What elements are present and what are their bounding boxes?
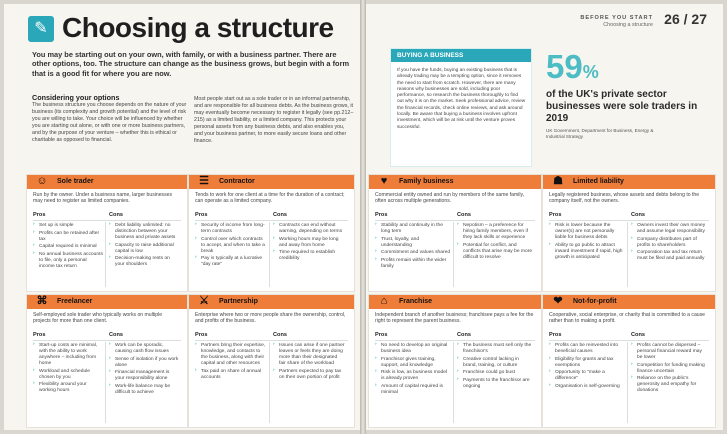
pros-item: › No need to develop an original business idea: [375, 343, 451, 355]
card-not-for-profit: [542, 294, 716, 428]
card-description: Commercial entity owned and run by members of the same family, often across multiple generations.: [375, 192, 525, 205]
buying-business-box: [390, 48, 532, 167]
card-description: Run by the owner. Under a business name, larger businesses may need to register as limited companies.: [33, 192, 173, 205]
card-description: Enterprise where two or more people share the ownership, control, and profits of the business.: [195, 312, 346, 325]
card-title: Sole trader: [57, 178, 94, 185]
pros-heading: Pros: [549, 332, 562, 338]
pros-heading: Pros: [195, 212, 208, 218]
divider: [549, 220, 709, 221]
divider: [549, 340, 709, 341]
stat-number: 59: [546, 48, 583, 85]
cons-heading: Cons: [631, 332, 645, 338]
card-description: Cooperative, social enterprise, or charity that is committed to a cause rather than to making a profit.: [549, 312, 705, 325]
card-header: [27, 295, 187, 309]
card-title: Not-for-profit: [573, 298, 617, 305]
cons-item: › Company distributes part of profits to shareholders: [631, 237, 707, 249]
section-subtitle: Considering your options: [32, 93, 120, 102]
cons-item: › Owners invest their own money and assume legal responsibility: [631, 223, 707, 235]
pros-item: › Flexibility around your working hours: [33, 382, 103, 394]
cons-heading: Cons: [631, 212, 645, 218]
cons-item: › Nepotism – a preference for hiring family members, even if they lack skills or experience: [457, 223, 533, 241]
cons-item: › Corporation tax and tax return must be filed and paid annually: [631, 250, 707, 262]
cons-list: [457, 343, 533, 391]
pros-item: › Trust, loyalty, and understanding: [375, 237, 451, 249]
pros-item: › No annual business accounts to file, only a personal income tax return: [33, 252, 103, 270]
card-franchise: [368, 294, 542, 428]
pros-item: › Start-up costs are minimal, with the ability to work anywhere – including from home: [33, 343, 103, 367]
pros-item: › Commitment and values shared: [375, 250, 451, 256]
card-description: Independent branch of another business; franchisee pays a fee for the right to represent the parent business.: [375, 312, 534, 325]
card-header: [369, 295, 541, 309]
page-title: Choosing a structure: [62, 12, 334, 43]
card-limited-liability: [542, 174, 716, 292]
cons-list: [631, 343, 707, 396]
page-number-right: 27: [691, 11, 707, 27]
card-description: Tends to work for one client at a time for the duration of a contract; can operate as a limited company.: [195, 192, 345, 205]
card-description: Legally registered business, whose assets and debts belong to the company itself, not the owners.: [549, 192, 700, 205]
cons-heading: Cons: [457, 332, 471, 338]
divider: [627, 342, 628, 423]
card-sole-trader: [26, 174, 188, 292]
card-description: Self-employed sole trader who typically works on multiple projects for more than one client.: [33, 312, 163, 325]
card-contractor: [188, 174, 355, 292]
card-header: [189, 295, 354, 309]
card-title: Limited liability: [573, 178, 624, 185]
cons-heading: Cons: [457, 212, 471, 218]
stat-text: of the UK's private sector businesses were sole traders in 2019: [546, 89, 698, 124]
pros-list: [375, 343, 451, 397]
card-family-business: [368, 174, 542, 292]
pros-list: [33, 223, 103, 271]
cons-item: › Profits cannot be dispersed – personal financial reward may be lower: [631, 343, 707, 361]
document-icon: ☰: [199, 175, 209, 187]
cons-heading: Cons: [109, 212, 123, 218]
card-title: Family business: [399, 178, 454, 185]
pros-item: › Security of income from long-term contracts: [195, 223, 267, 235]
cons-item: › Partners expected to pay tax on their own portion of profit: [273, 369, 345, 381]
divider: [375, 340, 535, 341]
cons-item: › Potential for conflict, and conflicts that arise may be more difficult to resolve: [457, 243, 533, 261]
pros-list: [195, 223, 267, 270]
cons-item: › Financial management is your responsibility alone: [109, 370, 179, 382]
pros-item: › Stability and continuity in the long term: [375, 223, 451, 235]
divider: [375, 220, 535, 221]
shield-icon: ☗: [553, 175, 563, 187]
divider: [33, 340, 181, 341]
card-freelancer: [26, 294, 188, 428]
pros-heading: Pros: [195, 332, 208, 338]
stat-unit: %: [582, 62, 599, 82]
pros-item: › Partners bring their expertise, knowledge, and contacts to the business, along with their capital and other resources: [195, 343, 267, 367]
buying-business-text: If you have the funds, buying an existing business that is already trading may be a tempting option, since it removes the need to start from scratch. However, there are many reasons why businesses are sold, including poor performance, so research the business thoroughly to find out why it is on the market. Seek professional advice, review the financial records, check online reviews, and ask around locally. Be aware that buying a business involves upfront investment, which will be at risk until the venture proves successful.: [397, 68, 526, 130]
pros-item: › Risk is lower because the owner(s) are not personally liable for business debts: [549, 223, 625, 241]
body-column-2: Most people start out as a sole trader or in an informal partnership, and are responsible for all business debts. As the business grows, it may eventually become necessary to register it legally (see pp.212–215) as a limited liability, or a limited company. This protects your personal assets from any business debts, and also enables you, and your business partner, to more easily secure loans and other finance.: [194, 96, 354, 144]
handshake-icon: ⚔: [199, 295, 209, 307]
pros-list: [549, 223, 625, 262]
pros-heading: Pros: [549, 212, 562, 218]
pros-item: › Amount of capital required is minimal: [375, 384, 451, 396]
running-subtitle: Choosing a structure: [603, 22, 653, 28]
pros-list: [549, 343, 625, 391]
pros-item: › Workload and schedule chosen by you: [33, 369, 103, 381]
pros-item: › Pay is typically at a lucrative "day rate": [195, 256, 267, 268]
pros-item: › Ability to go public to attract inward investment if rapid, high growth is anticipated: [549, 243, 625, 261]
pros-heading: Pros: [33, 332, 46, 338]
divider: [627, 222, 628, 287]
card-partnership: [188, 294, 355, 428]
running-title: BEFORE YOU START: [580, 15, 653, 21]
cons-heading: Cons: [273, 212, 287, 218]
cons-item: › Debt liability unlimited: no distinction between your business and private assets: [109, 223, 179, 241]
card-header: [369, 175, 541, 189]
card-header: [543, 295, 715, 309]
cons-item: › Time required to establish credibility: [273, 250, 345, 262]
intro-text: You may be starting out on your own, with family, or with a business partner. There are other options, too. The structure can change as the business grows, but begin with a form that is a good fit for where you are now.: [32, 50, 350, 78]
divider: [105, 342, 106, 423]
cons-list: [631, 223, 707, 264]
pros-item: › Set up is simple: [33, 223, 103, 229]
pros-item: › Profits remain within the wider family: [375, 258, 451, 270]
cons-list: [273, 223, 345, 264]
cons-item: › Payments to the franchisor are ongoing: [457, 378, 533, 390]
cons-item: › Contracts can end without warning, depending on terms: [273, 223, 345, 235]
pros-item: › Tax paid on share of annual accounts: [195, 369, 267, 381]
cons-item: › Creative control lacking in brand, training, or culture: [457, 357, 533, 369]
family-icon: ♥: [380, 175, 388, 187]
pros-heading: Pros: [33, 212, 46, 218]
divider: [453, 222, 454, 287]
cons-list: [273, 343, 345, 382]
cons-item: › Decision-making rests on your shoulders: [109, 256, 179, 268]
cons-item: › Reliance on the public's generosity and empathy for donations: [631, 376, 707, 394]
cons-item: › Work can be sporadic, causing cash flow issues: [109, 343, 179, 355]
card-header: [543, 175, 715, 189]
cons-list: [109, 343, 179, 397]
card-title: Freelancer: [57, 298, 93, 305]
card-title: Partnership: [219, 298, 258, 305]
body-column-1: The business structure you choose depends on the nature of your business (its complexity and growth potential) and the level of risk you are willing to take. Your choice will be influenced by whether you are starting out alone, or with one or more business partners, and by the purpose of your venture – whether this is ethical or charitable as opposed to financial.: [32, 102, 187, 143]
divider: [195, 340, 348, 341]
cons-item: › Sense of isolation if you work alone: [109, 357, 179, 369]
divider: [33, 220, 181, 221]
stat-source: UK Government, Department for Business, Energy & Industrial Strategy: [546, 128, 654, 139]
pros-list: [195, 343, 267, 382]
card-title: Contractor: [219, 178, 255, 185]
divider: [453, 342, 454, 423]
person-icon: ☺: [36, 175, 48, 187]
cons-item: › Capacity to raise additional capital is low: [109, 243, 179, 255]
cons-item: › Competition for funding making finance uncertain: [631, 363, 707, 375]
divider: [195, 220, 348, 221]
page-number-left: 26: [664, 11, 680, 27]
pros-item: › Franchisor gives training, support, and knowledge: [375, 357, 451, 369]
pros-item: › Risk is low, as business model is already proven: [375, 370, 451, 382]
card-header: [189, 175, 354, 189]
pros-list: [375, 223, 451, 271]
cons-heading: Cons: [273, 332, 287, 338]
puzzle-icon: ✎: [28, 16, 54, 42]
pros-item: › Capital required is minimal: [33, 244, 103, 250]
pros-heading: Pros: [375, 332, 388, 338]
cons-item: › Issues can arise if one partner leaves or feels they are doing more than their designated fair share of the workload: [273, 343, 345, 367]
buying-business-title: BUYING A BUSINESS: [391, 49, 531, 62]
cons-heading: Cons: [109, 332, 123, 338]
cons-list: [109, 223, 179, 270]
pros-item: › Organisation is self-governing: [549, 384, 625, 390]
statistic-callout: [546, 50, 716, 140]
heart-icon: ❤: [553, 295, 563, 307]
stat-value: [546, 50, 716, 89]
cons-item: › Franchise could go bust: [457, 370, 533, 376]
laptop-icon: ⌘: [36, 295, 48, 307]
store-icon: ⌂: [380, 295, 388, 307]
divider: [105, 222, 106, 287]
cons-item: › The business must sell only the franchisor's: [457, 343, 533, 355]
divider: [269, 342, 270, 423]
pros-item: › Opportunity to "make a difference": [549, 370, 625, 382]
cons-item: › Working hours may be long and away from home: [273, 237, 345, 249]
pros-item: › Eligibility for grants and tax exemptions: [549, 357, 625, 369]
divider: [269, 222, 270, 287]
card-title: Franchise: [399, 298, 433, 305]
pros-item: › Profits can be retained after tax: [33, 231, 103, 243]
pros-list: [33, 343, 103, 396]
cons-item: › Work-life balance may be difficult to achieve: [109, 384, 179, 396]
card-header: [27, 175, 187, 189]
pros-item: › Profits can be reinvested into beneficial causes: [549, 343, 625, 355]
cons-list: [457, 223, 533, 262]
running-header: [580, 15, 653, 29]
pros-item: › Control over which contracts to accept, and when to take a break: [195, 237, 267, 255]
page-numbers: 26 / 27: [664, 11, 707, 27]
pros-heading: Pros: [375, 212, 388, 218]
